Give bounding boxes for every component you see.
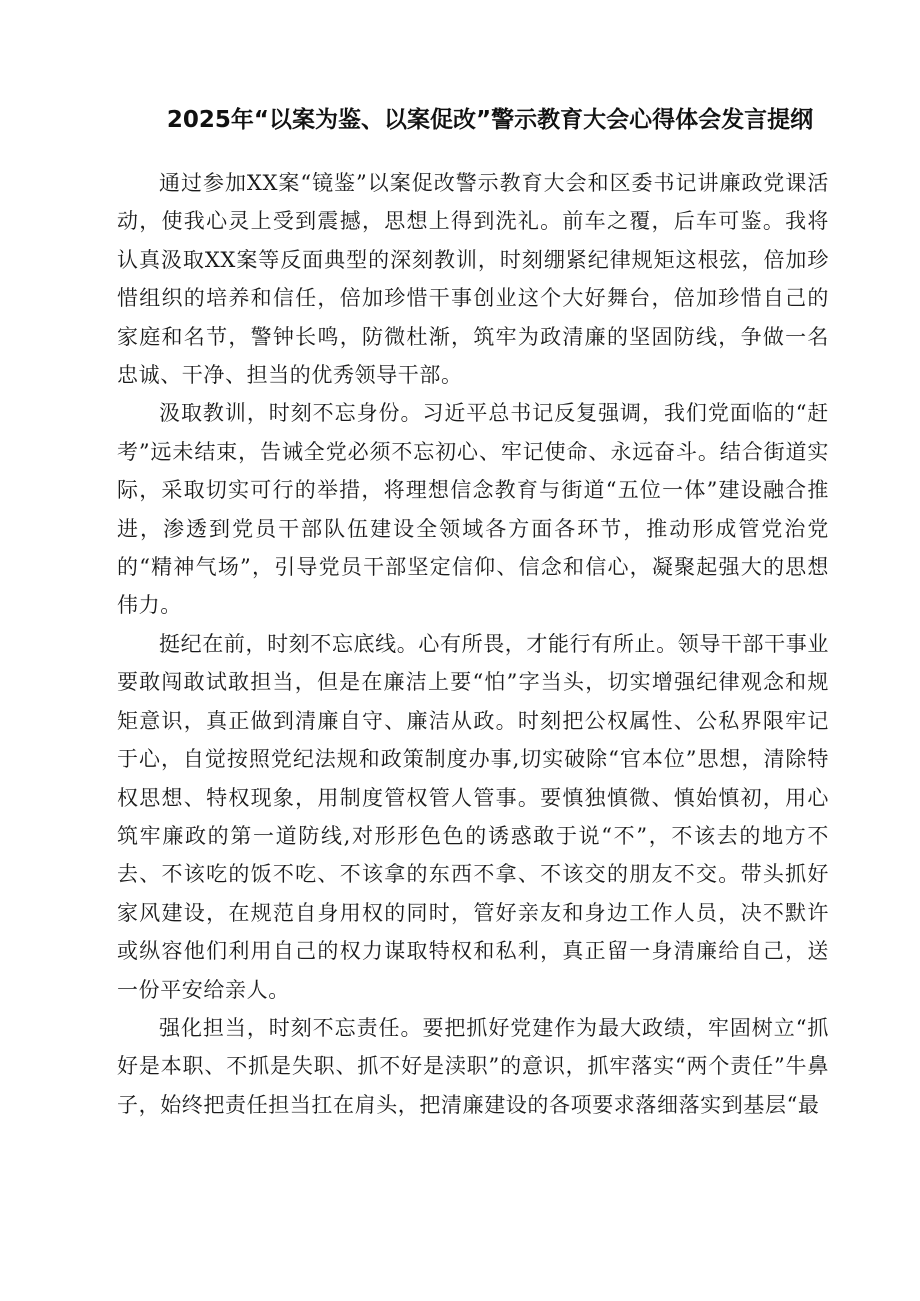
document-body: [117, 164, 829, 1124]
paragraph-responsibility: 强化担当，时刻不忘责任。要把抓好党建作为最大政绩，牢固树立“抓好是本职、不抓是失职、抓不好是渎职”的意识，抓牢落实“两个责任”牛鼻子，始终把责任担当扛在肩头，把清廉建设的各项要求落细落实到基层“最: [117, 1015, 829, 1117]
paragraph-intro: 通过参加XX案“镜鉴”以案促改警示教育大会和区委书记讲廉政党课活动，使我心灵上受到震撼，思想上得到洗礼。前车之覆，后车可鉴。我将认真汲取XX案等反面典型的深刻教训，时刻绷紧纪律规矩这根弦，倍加珍惜组织的培养和信任，倍加珍惜干事创业这个大好舞台，倍加珍惜自己的家庭和名节，警钟长鸣，防微杜渐，筑牢为政清廉的坚固防线，争做一名忠诚、干净、担当的优秀领导干部。: [117, 171, 829, 388]
document-title: 2025年“以案为鉴、以案促改”警示教育大会心得体会发言提纲: [166, 107, 814, 133]
paragraph-discipline: 挺纪在前，时刻不忘底线。心有所畏，才能行有所止。领导干部干事业要敢闯敢试敢担当，但是在廉洁上要“怕”字当头，切实增强纪律观念和规矩意识，真正做到清廉自守、廉洁从政。时刻把公权属性、公私界限牢记于心，自觉按照党纪法规和政策制度办事,切实破除“官本位”思想，清除特权思想、特权现象，用制度管权管人管事。要慎独慎微、慎始慎初，用心筑牢廉政的第一道防线,对形形色色的诱惑敢于说“不”，不该去的地方不去、不该吃的饭不吃、不该拿的东西不拿、不该交的朋友不交。带头抓好家风建设，在规范自身用权的同时，管好亲友和身边工作人员，决不默许或纵容他们利用自己的权力谋取特权和私利，真正留一身清廉给自己，送一份平安给亲人。: [117, 631, 829, 1002]
paragraph-lessons: 汲取教训，时刻不忘身份。习近平总书记反复强调，我们党面临的“赶考”远未结束，告诫全党必须不忘初心、牢记使命、永远奋斗。结合街道实际，采取切实可行的举措，将理想信念教育与街道“五位一体”建设融合推进，渗透到党员干部队伍建设全领域各方面各环节，推动形成管党治党的“精神气场”，引导党员干部坚定信仰、信念和信心，凝聚起强大的思想伟力。: [117, 401, 829, 618]
